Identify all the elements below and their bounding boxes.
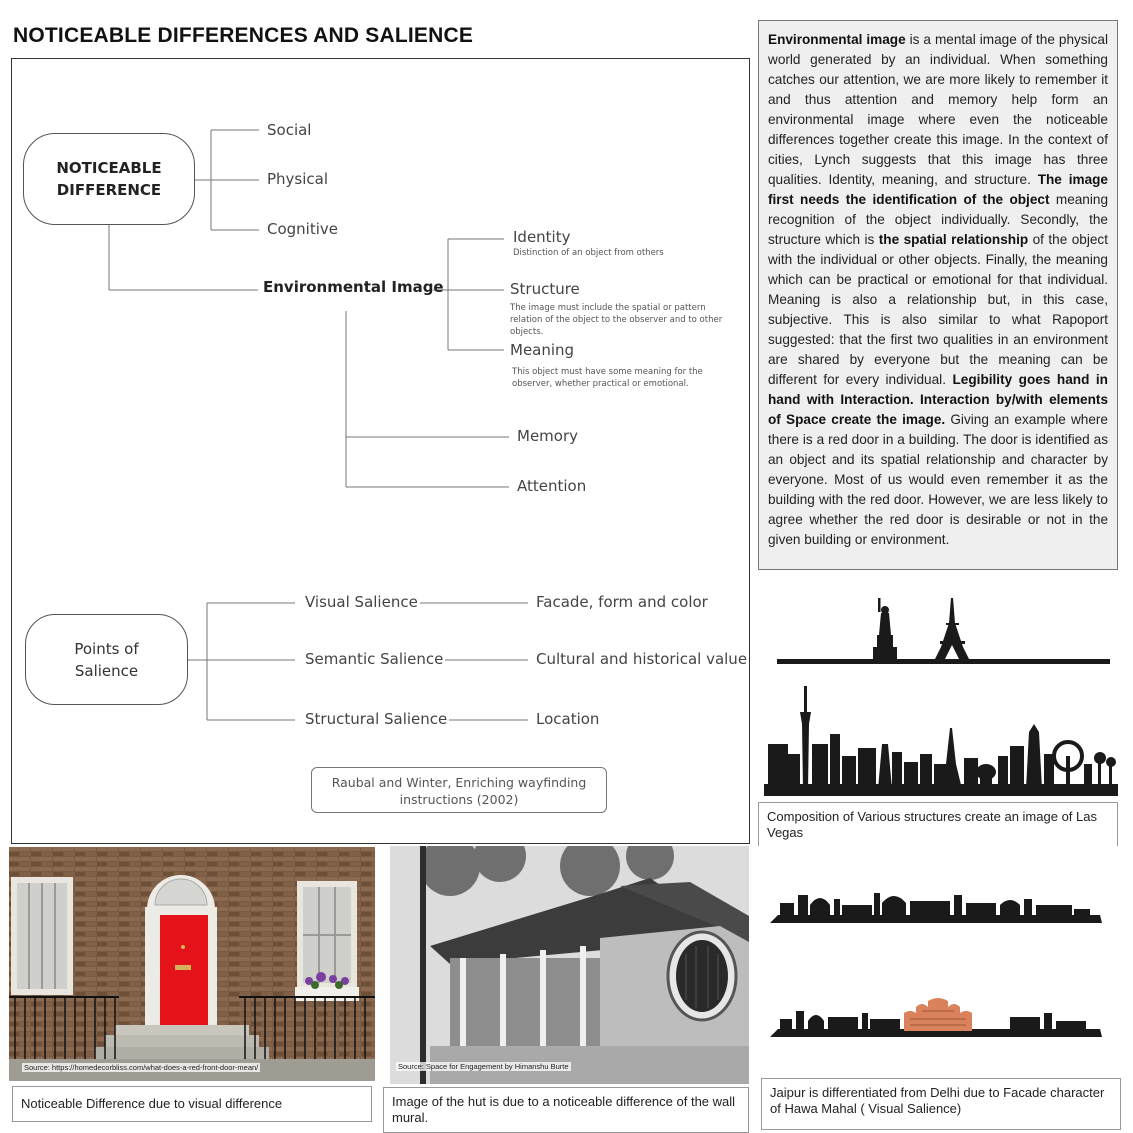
salience-structural: Structural Salience [305, 710, 448, 728]
environmental-image-label: Environmental Image [263, 278, 444, 296]
jaipur-caption: Jaipur is differentiated from Delhi due to Facade character of Hawa Mahal ( Visual Salience) [761, 1078, 1121, 1130]
salience-semantic: Semantic Salience [305, 650, 444, 668]
quality-identity: Identity [513, 228, 571, 246]
node-label: Salience [74, 661, 139, 680]
citation-line: Raubal and Winter, Enriching wayfinding [331, 775, 587, 790]
red-door-source: Source: https://homedecorbliss.com/what-does-a-red-front-door-mean/ [24, 1063, 259, 1072]
salience-structural-value: Location [536, 710, 600, 728]
emphasis-text: the spatial relationship [878, 232, 1029, 247]
las-vegas-caption: Composition of Various structures create an image of Las Vegas [758, 802, 1118, 846]
salience-visual-value: Facade, form and color [536, 593, 708, 611]
delhi-skyline-image [770, 885, 1102, 925]
citation-line: instructions (2002) [399, 792, 519, 807]
support-memory: Memory [517, 427, 579, 445]
hut-caption: Image of the hut is due to a noticeable difference of the wall mural. [383, 1087, 749, 1133]
node-label: Points of [74, 639, 139, 658]
landmark-silhouette-image [775, 595, 1113, 667]
node-label: NOTICEABLE [56, 159, 162, 177]
emphasis-text: Legibility goes hand in hand with Interaction. Interaction by/with elements of Space create the image. [768, 372, 1108, 427]
body-text: Giving an example where there is a red door in a building. The door is identified as an object and its spatial relationship and character by everyone. Most of us would even remember it as the building with the red door. However, we are less likely to agree whether the red door is desirable or not in the given building or environment. [768, 412, 1108, 547]
quality-identity-desc: Distinction of an object from others [513, 248, 664, 258]
emphasis-text: Environmental image [768, 32, 906, 47]
emphasis-text: The image first needs the identification of the object [768, 172, 1108, 207]
red-door-photo [9, 847, 375, 1081]
salience-semantic-value: Cultural and historical value [536, 650, 748, 668]
noticeable-difference-node [23, 133, 195, 225]
quality-meaning: Meaning [510, 341, 575, 359]
hut-photo [390, 846, 749, 1084]
hut-source: Source: Space for Engagement by Himanshu Burte [398, 1062, 569, 1071]
las-vegas-skyline-image [764, 684, 1118, 796]
quality-structure-desc: The image must include the spatial or pattern relation of the object to the observer and to other objects. [510, 303, 723, 337]
salience-visual: Visual Salience [305, 593, 418, 611]
red-door-caption: Noticeable Difference due to visual difference [12, 1086, 372, 1122]
hawa-mahal-facade [904, 998, 972, 1031]
page-title: NOTICEABLE DIFFERENCES AND SALIENCE [13, 24, 474, 47]
concept-diagram [11, 58, 750, 844]
salience-node [25, 614, 188, 705]
body-text: meaning recognition of the object individually. Secondly, the structure which is [768, 192, 1109, 247]
body-text: of the object with the individual or other objects. Finally, the meaning which can be practical or emotional for that individual. Meaning is also a relationship but, in this case, subjective. This is also similar to what Rapoport suggested: that the first two qualities in an environment are shared by everyone but the meaning can be different for every individual. [768, 232, 1108, 387]
body-text: is a mental image of the physical world generated by an individual. When something catches our attention, we are more likely to remember it and thus attention and memory help form an environmental image where even the noticeable differences together create this image. In the context of cities, Lynch suggests that this image has three qualities. Identity, meaning, and structure. [768, 32, 1108, 187]
explanation-panel [758, 20, 1118, 570]
quality-meaning-desc: This object must have some meaning for the observer, whether practical or emotional. [512, 367, 703, 389]
branch-cognitive: Cognitive [267, 220, 339, 238]
node-label: DIFFERENCE [56, 181, 162, 199]
citation-box [311, 767, 607, 813]
support-attention: Attention [517, 477, 587, 495]
branch-social: Social [267, 121, 312, 139]
branch-physical: Physical [267, 170, 329, 188]
jaipur-skyline-image [770, 995, 1102, 1039]
quality-structure: Structure [510, 280, 580, 298]
